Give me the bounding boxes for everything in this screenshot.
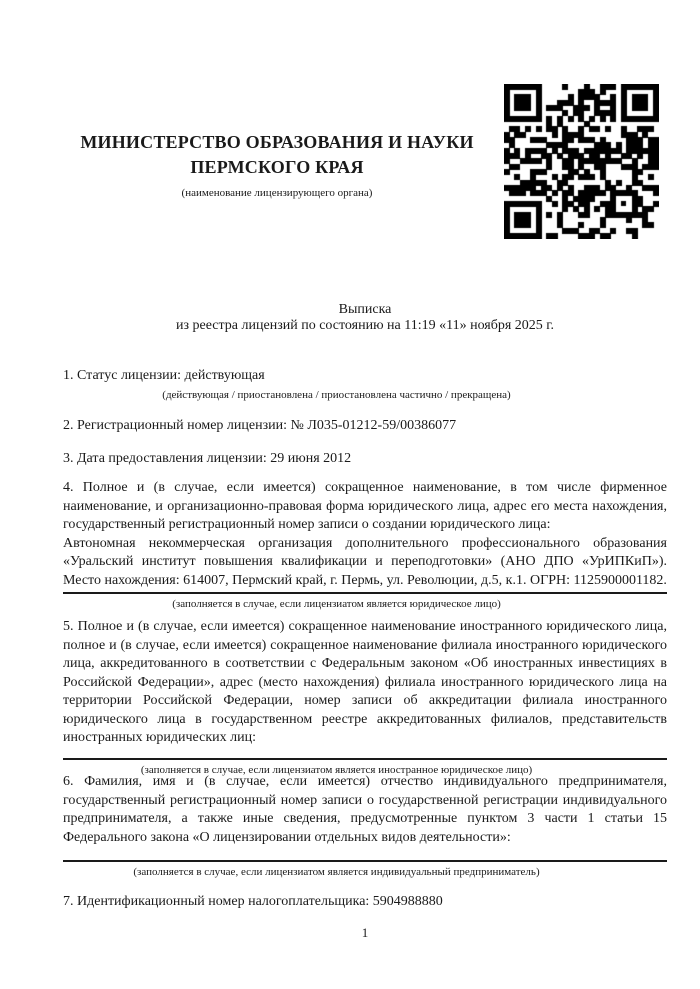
item-individual-entrepreneur	[63, 773, 667, 879]
registration-number-text: 2. Регистрационный номер лицензии: № Л035-01212-59/00386077	[63, 418, 457, 433]
fill-in-rule	[63, 758, 667, 760]
licensing-authority-caption: (наименование лицензирующего органа)	[181, 187, 373, 199]
license-status-text: 1. Статус лицензии: действующая	[63, 368, 265, 383]
licensing-authority-header	[63, 130, 491, 200]
document-title-line1: Выписка	[338, 302, 392, 317]
fill-in-rule	[63, 860, 667, 862]
individual-entrepreneur-label: 6. Фамилия, имя и (в случае, если имеется) отчество индивидуального предпринимателя, государственный регистрационный номер записи о государственной регистрации индивидуального предпринимателя, а также иные сведения, предусмотренные пунктом 3 части 1 статьи 15 Федерального закона «О лицензировании отдельных видов деятельности»:	[63, 774, 667, 845]
foreign-legal-entity-label: 5. Полное и (в случае, если имеется) сокращенное наименование иностранного юридического лица, полное и (в случае, если имеется) сокращенное наименование филиала иностранного юридического лица, аккредитованного в соответствии с Федеральным законом «Об иностранных инвестициях в Российской Федерации», адрес (место нахождения) филиала иностранного юридического лица на территории Российской Федерации, номер записи об аккредитации филиала иностранного юридического лица в государственном реестре аккредитованных филиалов, представительств иностранных юридических лиц:	[63, 619, 667, 745]
legal-entity-caption: (заполняется в случае, если лицензиатом является юридическое лицо)	[172, 598, 501, 610]
document-title	[63, 302, 667, 334]
item-legal-entity	[63, 479, 667, 611]
document-title-line2: из реестра лицензий по состоянию на 11:19 «11» ноября 2025 г.	[176, 318, 554, 333]
license-grant-date-text: 3. Дата предоставления лицензии: 29 июня 2012	[63, 451, 352, 466]
taxpayer-id-text: 7. Идентификационный номер налогоплательщика: 5904988880	[63, 894, 443, 909]
item-license-status	[63, 367, 667, 402]
foreign-legal-entity-caption: (заполняется в случае, если лицензиатом является иностранное юридическое лицо)	[140, 763, 533, 776]
legal-entity-value: Автономная некоммерческая организация дополнительного профессионального образования «Уральский институт повышения квалификации и переподготовки» (АНО ДПО «УрИПКиП»). Место нахождения: 614007, Пермский край, г. Пермь, ул. Революции, д.5, к.1. ОГРН: 1125900001182.	[63, 535, 667, 588]
item-license-grant-date	[63, 450, 667, 469]
license-status-caption: (действующая / приостановлена / приостановлена частично / прекращена)	[162, 388, 511, 401]
qr-code	[504, 84, 659, 239]
legal-entity-label: 4. Полное и (в случае, если имеется) сокращенное наименование, в том числе фирменное наименование, и организационно-правовая форма юридического лица, адрес его места нахождения, государственный регистрационный номер записи о создании юридического лица:	[63, 480, 667, 532]
item-taxpayer-id	[63, 893, 667, 912]
individual-entrepreneur-caption: (заполняется в случае, если лицензиатом является индивидуальный предприниматель)	[133, 866, 540, 878]
fill-in-rule	[63, 592, 667, 594]
page-number: 1	[361, 925, 369, 940]
ministry-name-line1: МИНИСТЕРСТВО ОБРАЗОВАНИЯ И НАУКИ	[80, 132, 474, 152]
item-registration-number	[63, 417, 667, 436]
ministry-name-line2: ПЕРМСКОГО КРАЯ	[190, 157, 364, 177]
item-foreign-legal-entity	[63, 618, 667, 777]
